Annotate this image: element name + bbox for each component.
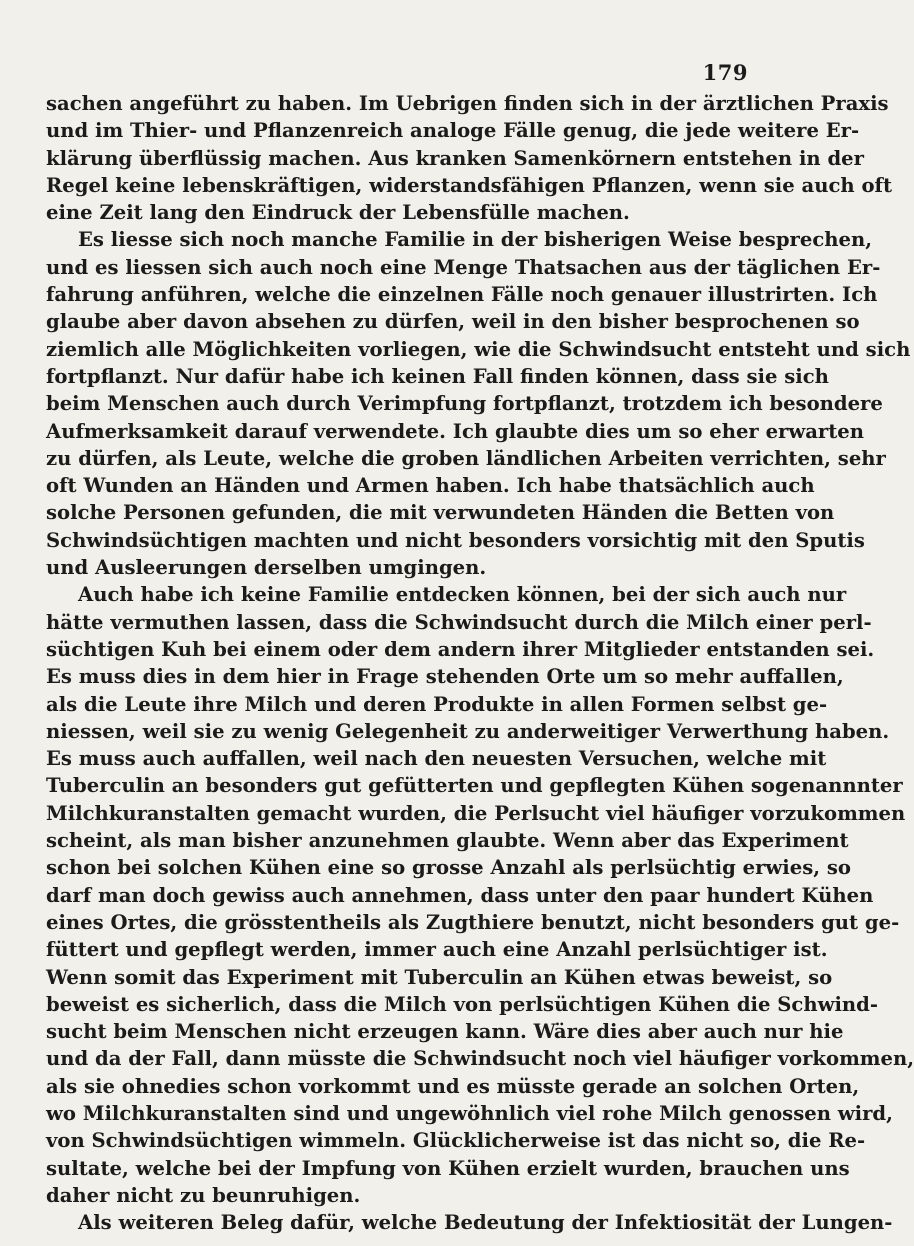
text-line: niessen, weil sie zu wenig Gelegenheit zu anderweitiger Verwerthung haben. — [46, 719, 890, 743]
text-line: füttert und gepflegt werden, immer auch eine Anzahl perlsüchtiger ist. — [46, 938, 828, 962]
text-line: darf man doch gewiss auch annehmen, dass unter den paar hundert Kühen — [46, 883, 874, 907]
text-line: Tuberculin an besonders gut gefütterten und gepflegten Kühen sogenannnter — [46, 774, 903, 798]
text-line: Als weiteren Beleg dafür, welche Bedeutung der Infektiosität der Lungen- — [78, 1211, 893, 1235]
text-line: schon bei solchen Kühen eine so grosse Anzahl als perlsüchtig erwies, so — [46, 856, 851, 880]
text-line: klärung überflüssig machen. Aus kranken Samenkörnern entstehen in der — [46, 146, 864, 170]
text-line: von Schwindsüchtigen wimmeln. Glücklicherweise ist das nicht so, die Re- — [46, 1129, 866, 1153]
text-line: süchtigen Kuh bei einem oder dem andern ihrer Mitglieder entstanden sei. — [46, 637, 875, 661]
text-line: zu dürfen, als Leute, welche die groben ländlichen Arbeiten verrichten, sehr — [46, 446, 886, 470]
text-line: beim Menschen auch durch Verimpfung fortpflanzt, trotzdem ich besondere — [46, 392, 883, 416]
text-line: Aufmerksamkeit darauf verwendete. Ich glaubte dies um so eher erwarten — [46, 419, 865, 443]
text-line: Milchkuranstalten gemacht wurden, die Perlsucht viel häufiger vorzukommen — [46, 801, 906, 825]
text-line: Auch habe ich keine Familie entdecken können, bei der sich auch nur — [78, 583, 847, 607]
text-line: eine Zeit lang den Eindruck der Lebensfülle machen. — [46, 201, 630, 225]
text-line: eines Ortes, die grösstentheils als Zugthiere benutzt, nicht besonders gut ge- — [46, 910, 900, 934]
text-line: hätte vermuthen lassen, dass die Schwindsucht durch die Milch einer perl- — [46, 610, 872, 634]
text-line: Schwindsüchtigen machten und nicht besonders vorsichtig mit den Sputis — [46, 528, 865, 552]
text-line: Regel keine lebenskräftigen, widerstandsfähigen Pflanzen, wenn sie auch oft — [46, 173, 893, 197]
text-line: Wenn somit das Experiment mit Tuberculin an Kühen etwas beweist, so — [46, 965, 833, 989]
text-line: wo Milchkuranstalten sind und ungewöhnlich viel rohe Milch genossen wird, — [46, 1101, 893, 1125]
text-line: als die Leute ihre Milch und deren Produkte in allen Formen selbst ge- — [46, 692, 828, 716]
text-line: Es liesse sich noch manche Familie in der bisherigen Weise besprechen, — [78, 228, 873, 252]
text-line: scheint, als man bisher anzunehmen glaubte. Wenn aber das Experiment — [46, 829, 849, 853]
text-line: Es muss dies in dem hier in Frage stehenden Orte um so mehr auffallen, — [46, 665, 844, 689]
text-line: sachen angeführt zu haben. Im Uebrigen finden sich in der ärztlichen Praxis — [46, 92, 889, 115]
text-line: fortpflanzt. Nur dafür habe ich keinen Fall finden können, dass sie sich — [46, 364, 829, 388]
text-line: fahrung anführen, welche die einzelnen Fälle noch genauer illustrirten. Ich — [46, 283, 878, 307]
text-line: als sie ohnedies schon vorkommt und es müsste gerade an solchen Orten, — [46, 1074, 860, 1098]
text-line: daher nicht zu beunruhigen. — [46, 1183, 361, 1207]
text-line: glaube aber davon absehen zu dürfen, weil in den bisher besprochenen so — [46, 310, 860, 334]
page-number: 179 — [702, 60, 748, 85]
text-line: Es muss auch auffallen, weil nach den neuesten Versuchen, welche mit — [46, 747, 827, 771]
text-line: und im Thier- und Pflanzenreich analoge Fälle genug, die jede weitere Er- — [46, 119, 860, 143]
text-line: und es liessen sich auch noch eine Menge Thatsachen aus der täglichen Er- — [46, 255, 881, 279]
text-line: solche Personen gefunden, die mit verwundeten Händen die Betten von — [46, 501, 835, 525]
text-line: oft Wunden an Händen und Armen haben. Ich habe thatsächlich auch — [46, 474, 815, 498]
body-text — [46, 90, 914, 1236]
text-line: und da der Fall, dann müsste die Schwindsucht noch viel häufiger vorkommen, — [46, 1047, 914, 1071]
text-line: und Ausleerungen derselben umgingen. — [46, 556, 487, 580]
text-line: sultate, welche bei der Impfung von Kühen erzielt wurden, brauchen uns — [46, 1156, 850, 1180]
text-line: ziemlich alle Möglichkeiten vorliegen, wie die Schwindsucht entsteht und sich — [46, 337, 911, 361]
text-line: beweist es sicherlich, dass die Milch von perlsüchtigen Kühen die Schwind- — [46, 992, 878, 1016]
text-line: sucht beim Menschen nicht erzeugen kann. Wäre dies aber auch nur hie — [46, 1020, 844, 1044]
